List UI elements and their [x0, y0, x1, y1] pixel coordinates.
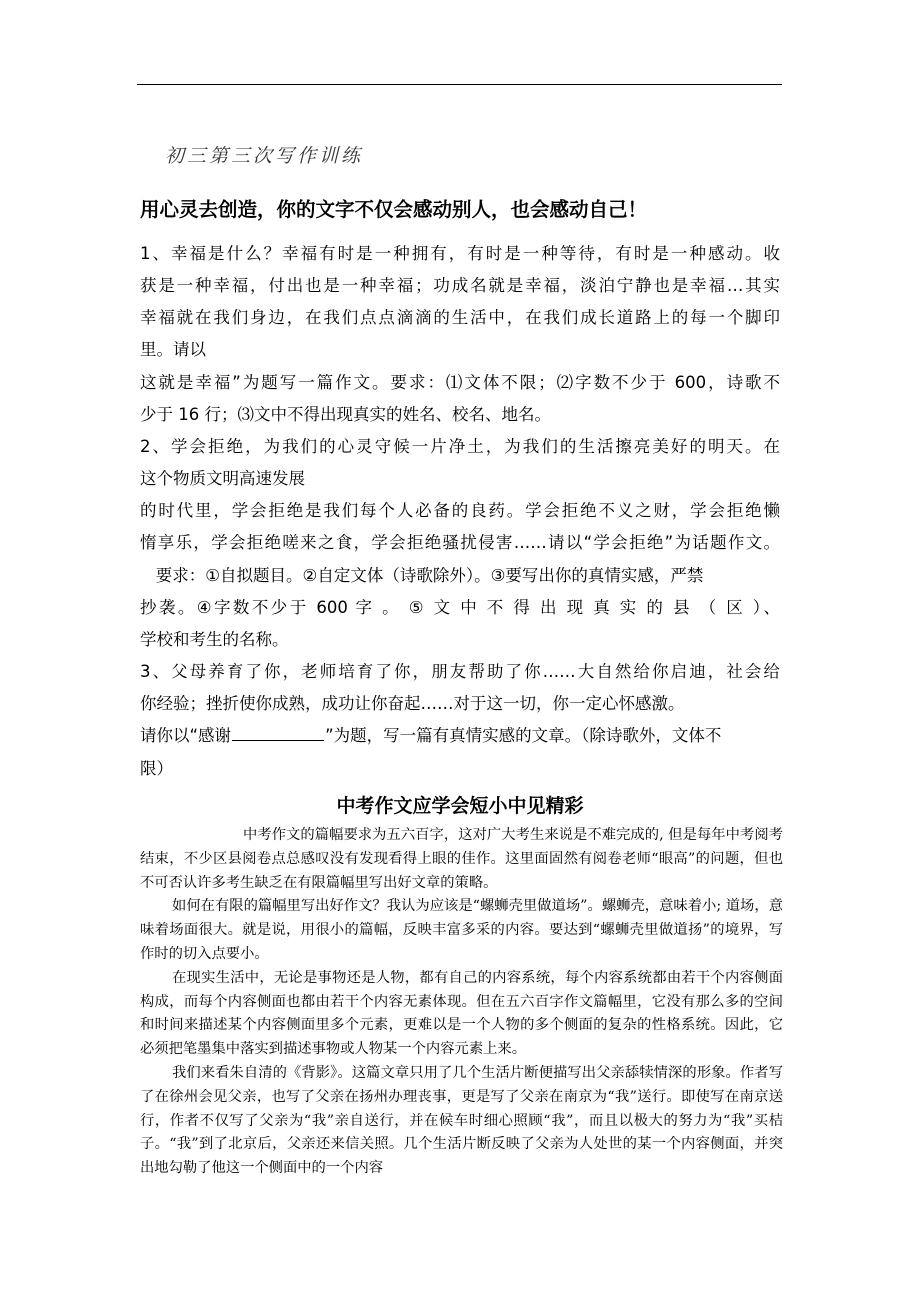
fill-in-blank [232, 726, 324, 741]
article-paragraph: 我们来看朱自清的《背影》。这篇文章只用了几个生活片断便描写出父亲舔犊情深的形象。作者写了在徐州会见父亲，也写了父亲在扬州办理丧事，更是写了父亲在南京为“我”送行。即使写在南京送行，作者不仅写了父亲为“我”亲自送行，并在候车时细心照顾“我”，而且以极大的努力为“我”买桔子。“我”到了北京后，父亲还来信关照。几个生活片断反映了父亲为人处世的某一个内容侧面，并突出地勾勒了他这一个侧面中的一个内容 [140, 1064, 783, 1177]
article-paragraph: 中考作文的篇幅要求为五六百字，这对广大考生来说是不难完成的, 但是每年中考阅考结束，不少区县阅卷点总感叹没有发现看得上眼的佳作。这里面固然有阅卷老师“眼高”的问题，但也不可否认许多考生缺乏在有限篇幅里写出好文章的策略。 [140, 827, 783, 891]
prompt-line: 2、学会拒绝，为我们的心灵守候一片净土，为我们的生活擦亮美好的明天。在 [140, 437, 780, 456]
prompt-line: 限） [140, 759, 173, 778]
prompt-line: 这个物质文明高速发展 [140, 469, 305, 488]
header-rule [137, 84, 782, 85]
prompt-line: 你经验；挫折使你成熟，成功让你奋起……对于这一切，你一定心怀感激。 [140, 694, 685, 713]
prompt-line: 这就是幸福”为题写一篇作文。要求：⑴文体不限；⑵字数不少于 600，诗歌不 [140, 373, 780, 392]
prompt-line: 3、父母养育了你，老师培育了你，朋友帮助了你……大自然给你启迪，社会给 [140, 662, 780, 681]
prompt-text: 请你以“感谢 [140, 726, 232, 745]
prompt-line: 获是一种幸福，付出也是一种幸福；功成名就是幸福，淡泊宁静也是幸福…其实 [140, 276, 780, 295]
prompt-line: 学校和考生的名称。 [140, 630, 289, 649]
prompt-line: 里。请以 [140, 340, 206, 359]
section-title: 中考作文应学会短小中见精彩 [336, 795, 584, 817]
prompt-line: 幸福就在我们身边，在我们点点滴滴的生活中，在我们成长道路上的每一个脚印 [140, 308, 780, 327]
prompt-line [140, 722, 721, 746]
prompt-line: 1、幸福是什么？幸福有时是一种拥有，有时是一种等待，有时是一种感动。收 [140, 244, 780, 263]
prompt-line: 的时代里，学会拒绝是我们每个人必备的良药。学会拒绝不义之财，学会拒绝懒 [140, 501, 780, 520]
article-body [140, 824, 783, 1181]
prompt-line: 少于 16 行；⑶文中不得出现真实的姓名、校名、地名。 [140, 405, 551, 424]
article-paragraph: 在现实生活中，无论是事物还是人物，都有自己的内容系统，每个内容系统都由若干个内容侧面构成，而每个内容侧面也都由若干个内容无素体现。但在五六百字作文篇幅里，它没有那么多的空间和时间来描述某个内容侧面里多个元素，更难以是一个人物的多个侧面的复杂的性格系统。因此，它必须把笔墨集中落实到描述事物或人物某一个内容元素上来。 [140, 969, 783, 1058]
prompt-line: 抄袭。④字数不少于 600 字 。 ⑤ 文 中 不 得 出 现 真 实 的 县 （ 区 ）、 [140, 598, 780, 617]
slogan-heading: 用心灵去创造，你的文字不仅会感动别人，也会感动自己！ [140, 198, 648, 221]
article-paragraph: 如何在有限的篇幅里写出好作文？我认为应该是“螺蛳壳里做道场”。螺蛳壳，意味着小; 道场，意味着场面很大。就是说，用很小的篇幅，反映丰富多采的内容。要达到“螺蛳壳里做道扬”的境界，写作时的切入点要小。 [140, 898, 783, 962]
prompt-line: 要求：①自拟题目。②自定文体（诗歌除外）。③要写出你的真情实感，严禁 [140, 566, 704, 585]
prompt-text: ”为题，写一篇有真情实感的文章。（除诗歌外，文体不 [325, 726, 722, 745]
prompt-line: 惰享乐，学会拒绝嗟来之食，学会拒绝骚扰侵害……请以“学会拒绝”为话题作文。 [140, 533, 780, 552]
worksheet-title: 初三第三次写作训练 [165, 145, 364, 167]
